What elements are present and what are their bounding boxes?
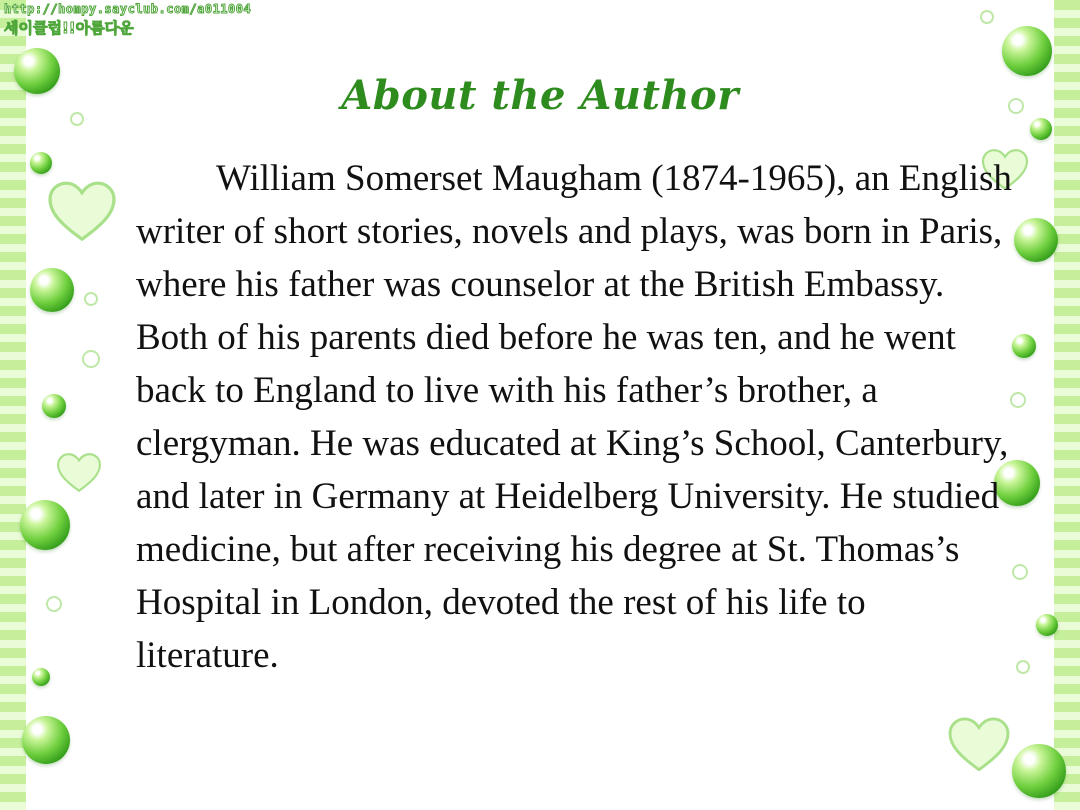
slide-title: About the Author xyxy=(341,72,739,119)
author-biography-paragraph: William Somerset Maugham (1874-1965), an English writer of short stories, novels and plays, was born in Paris, where his father was counselor at the British Embassy. Both of his parents died before he was ten, and he went back to England to live with his father’s brother, a clergyman. He was educated at King’s School, Canterbury, and later in Germany at Heidelberg University. He studied medicine, but after receiving his degree at St. Thomas’s Hospital in London, devoted the rest of his life to literature. xyxy=(136,158,1012,676)
green-ball-icon xyxy=(1002,26,1052,76)
heart-icon xyxy=(56,452,102,494)
green-ball-icon xyxy=(1030,118,1052,140)
watermark-url: http://hompy.sayclub.com/a011004 xyxy=(4,2,252,16)
bubble-ring-icon xyxy=(84,292,98,306)
green-ball-icon xyxy=(32,668,50,686)
green-ball-icon xyxy=(30,268,74,312)
watermark-korean-text: 세이클럽!!아름다운 xyxy=(4,19,134,37)
green-ball-icon xyxy=(1014,218,1058,262)
heart-icon xyxy=(946,716,1012,774)
right-stripe-border xyxy=(1048,0,1080,810)
green-ball-icon xyxy=(42,394,66,418)
left-stripe-border xyxy=(0,0,32,810)
bubble-ring-icon xyxy=(1016,660,1030,674)
bubble-ring-icon xyxy=(980,10,994,24)
green-ball-icon xyxy=(1036,614,1058,636)
heart-icon xyxy=(46,180,118,244)
bubble-ring-icon xyxy=(82,350,100,368)
watermark xyxy=(4,2,251,38)
green-ball-icon xyxy=(1012,744,1066,798)
green-ball-icon xyxy=(22,716,70,764)
bubble-ring-icon xyxy=(46,596,62,612)
green-ball-icon xyxy=(30,152,52,174)
green-ball-icon xyxy=(20,500,70,550)
